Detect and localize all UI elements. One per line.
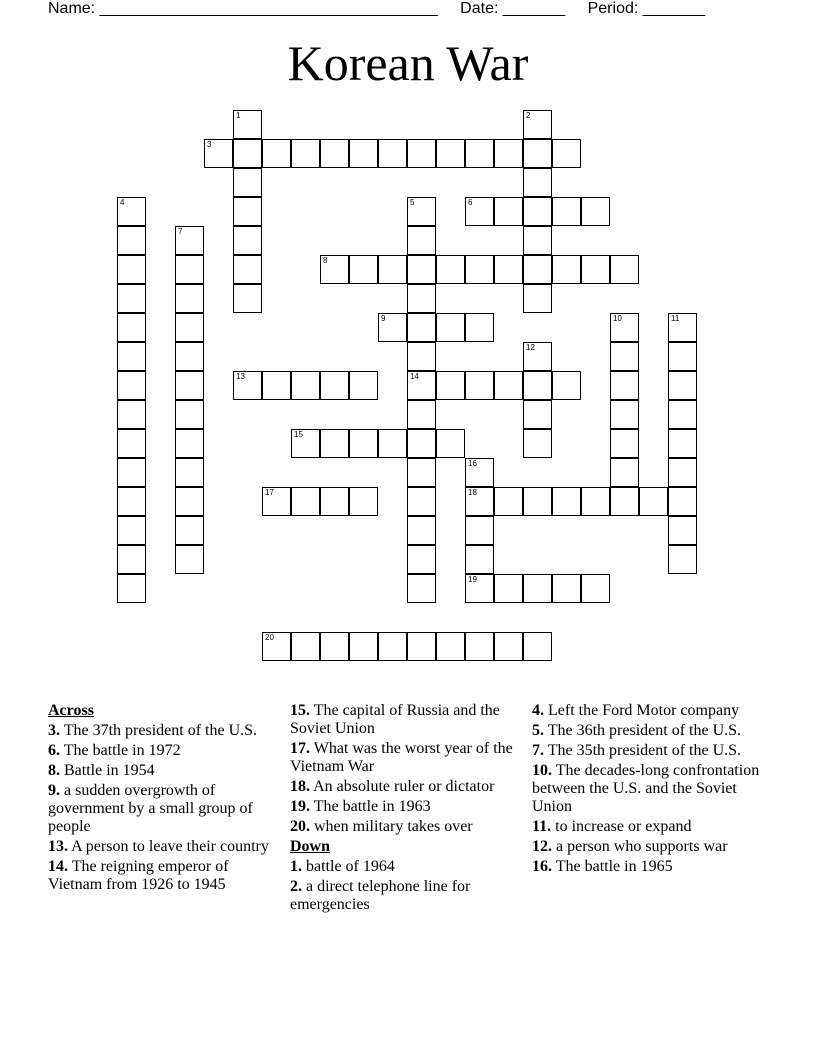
grid-cell[interactable]	[494, 574, 523, 603]
grid-cell[interactable]	[465, 574, 494, 603]
clue-number: 9	[381, 314, 386, 323]
grid-cell[interactable]	[291, 139, 320, 168]
grid-cell[interactable]	[494, 139, 523, 168]
grid-cell[interactable]	[552, 139, 581, 168]
clue-number: 13	[236, 372, 245, 381]
grid-cell[interactable]	[378, 632, 407, 661]
grid-cell[interactable]	[407, 197, 436, 226]
grid-cell[interactable]	[523, 139, 552, 168]
grid-cell[interactable]	[175, 545, 204, 574]
grid-cell[interactable]	[407, 458, 436, 487]
clue-number: 15	[294, 430, 303, 439]
grid-cell[interactable]	[552, 487, 581, 516]
clue-down-1: 1. battle of 1964	[290, 858, 395, 875]
clue-number: 20	[265, 633, 274, 642]
grid-cell[interactable]	[668, 313, 697, 342]
grid-cell[interactable]	[407, 487, 436, 516]
grid-cell[interactable]	[349, 487, 378, 516]
grid-cell[interactable]	[117, 284, 146, 313]
clue-across-18: 18. An absolute ruler or dictator	[290, 778, 495, 795]
grid-cell[interactable]	[407, 516, 436, 545]
grid-cell[interactable]	[436, 313, 465, 342]
grid-cell[interactable]	[552, 574, 581, 603]
grid-cell[interactable]	[465, 458, 494, 487]
clue-down-16: 16. The battle in 1965	[532, 858, 673, 875]
grid-cell[interactable]	[436, 255, 465, 284]
clue-number: 11	[671, 314, 680, 323]
grid-cell[interactable]	[291, 632, 320, 661]
grid-cell[interactable]	[523, 110, 552, 139]
grid-cell[interactable]	[407, 400, 436, 429]
grid-cell[interactable]	[581, 574, 610, 603]
grid-cell[interactable]	[175, 313, 204, 342]
grid-cell[interactable]	[610, 313, 639, 342]
grid-cell[interactable]	[117, 487, 146, 516]
grid-cell[interactable]	[233, 284, 262, 313]
grid-cell[interactable]	[465, 139, 494, 168]
grid-cell[interactable]	[523, 226, 552, 255]
grid-cell[interactable]	[523, 284, 552, 313]
clue-number: 10	[613, 314, 622, 323]
clue-across-8: 8. Battle in 1954	[48, 762, 155, 779]
clue-number: 5	[410, 198, 415, 207]
grid-cell[interactable]	[349, 255, 378, 284]
grid-cell[interactable]	[523, 574, 552, 603]
grid-cell[interactable]	[668, 545, 697, 574]
grid-cell[interactable]	[436, 371, 465, 400]
clue-down-5: 5. The 36th president of the U.S.	[532, 722, 742, 739]
grid-cell[interactable]	[117, 545, 146, 574]
grid-cell[interactable]	[465, 487, 494, 516]
grid-cell[interactable]	[523, 168, 552, 197]
clue-number: 4	[120, 198, 125, 207]
grid-cell[interactable]	[581, 255, 610, 284]
grid-cell[interactable]	[465, 516, 494, 545]
grid-cell[interactable]	[610, 487, 639, 516]
grid-cell[interactable]	[465, 255, 494, 284]
grid-cell[interactable]	[436, 632, 465, 661]
grid-cell[interactable]	[262, 371, 291, 400]
grid-cell[interactable]	[233, 255, 262, 284]
clue-number: 14	[410, 372, 419, 381]
grid-cell[interactable]	[291, 371, 320, 400]
grid-cell[interactable]	[494, 632, 523, 661]
grid-cell[interactable]	[610, 371, 639, 400]
clue-number: 2	[526, 111, 531, 120]
grid-cell[interactable]	[233, 197, 262, 226]
grid-cell[interactable]	[117, 226, 146, 255]
grid-cell[interactable]	[175, 255, 204, 284]
grid-cell[interactable]	[349, 429, 378, 458]
clue-across-3: 3. The 37th president of the U.S.	[48, 722, 258, 739]
grid-cell[interactable]	[117, 342, 146, 371]
grid-cell[interactable]	[320, 139, 349, 168]
grid-cell[interactable]	[465, 371, 494, 400]
page-title: Korean War	[287, 35, 529, 91]
grid-cell[interactable]	[639, 487, 668, 516]
grid-cell[interactable]	[494, 487, 523, 516]
grid-cell[interactable]	[668, 458, 697, 487]
clue-down-10: 10. The decades-long confrontation between the U.S. and the Soviet Union	[532, 762, 760, 815]
grid-cell[interactable]	[349, 139, 378, 168]
clue-number: 16	[468, 459, 477, 468]
grid-cell[interactable]	[407, 371, 436, 400]
clue-down-11: 11. to increase or expand	[532, 818, 692, 835]
grid-cell[interactable]	[465, 545, 494, 574]
clue-across-20: 20. when military takes over	[290, 818, 473, 835]
clue-down-7: 7. The 35th president of the U.S.	[532, 742, 742, 759]
clue-across-19: 19. The battle in 1963	[290, 798, 431, 815]
grid-cell[interactable]	[668, 429, 697, 458]
grid-cell[interactable]	[610, 458, 639, 487]
grid-cell[interactable]	[262, 487, 291, 516]
grid-cell[interactable]	[581, 487, 610, 516]
grid-cell[interactable]	[291, 487, 320, 516]
grid-cell[interactable]	[465, 197, 494, 226]
grid-cell[interactable]	[175, 226, 204, 255]
grid-cell[interactable]	[349, 371, 378, 400]
grid-cell[interactable]	[175, 429, 204, 458]
grid-cell[interactable]	[581, 197, 610, 226]
across-heading: Across	[48, 702, 94, 719]
grid-cell[interactable]	[552, 255, 581, 284]
clue-across-6: 6. The battle in 1972	[48, 742, 181, 759]
grid-cell[interactable]	[407, 574, 436, 603]
grid-cell[interactable]	[378, 429, 407, 458]
grid-cell[interactable]	[523, 487, 552, 516]
period-field-label: Period: _______	[587, 0, 706, 17]
grid-cell[interactable]	[407, 545, 436, 574]
grid-cell[interactable]	[407, 429, 436, 458]
grid-cell[interactable]	[117, 197, 146, 226]
clue-number: 18	[468, 488, 477, 497]
grid-cell[interactable]	[494, 197, 523, 226]
grid-cell[interactable]	[378, 255, 407, 284]
grid-cell[interactable]	[233, 110, 262, 139]
clue-down-2: 2. a direct telephone line for emergencies	[290, 878, 471, 913]
grid-cell[interactable]	[320, 255, 349, 284]
grid-cell[interactable]	[407, 342, 436, 371]
grid-cell[interactable]	[117, 429, 146, 458]
grid-cell[interactable]	[494, 371, 523, 400]
grid-cell[interactable]	[175, 516, 204, 545]
clue-across-15: 15. The capital of Russia and the Soviet Union	[290, 702, 500, 737]
grid-cell[interactable]	[668, 400, 697, 429]
grid-cell[interactable]	[610, 429, 639, 458]
clue-number: 12	[526, 343, 535, 352]
down-heading: Down	[290, 838, 331, 855]
grid-cell[interactable]	[262, 632, 291, 661]
grid-cell[interactable]	[523, 632, 552, 661]
grid-cell[interactable]	[175, 487, 204, 516]
grid-cell[interactable]	[320, 429, 349, 458]
grid-cell[interactable]	[407, 284, 436, 313]
grid-cell[interactable]	[175, 284, 204, 313]
date-field-label: Date: _______	[460, 0, 566, 17]
grid-cell[interactable]	[117, 574, 146, 603]
grid-cell[interactable]	[668, 342, 697, 371]
grid-cell[interactable]	[523, 371, 552, 400]
grid-cell[interactable]	[175, 400, 204, 429]
grid-cell[interactable]	[320, 371, 349, 400]
grid-cell[interactable]	[610, 255, 639, 284]
grid-cell[interactable]	[117, 516, 146, 545]
grid-cell[interactable]	[523, 400, 552, 429]
clue-down-4: 4. Left the Ford Motor company	[532, 702, 740, 719]
clue-across-14: 14. The reigning emperor of Vietnam from 1926 to 1945	[48, 858, 229, 893]
grid-cell[interactable]	[378, 139, 407, 168]
grid-cell[interactable]	[291, 429, 320, 458]
grid-cell[interactable]	[117, 255, 146, 284]
grid-cell[interactable]	[552, 197, 581, 226]
clue-number: 8	[323, 256, 328, 265]
name-field-label: Name: ______________________________________	[48, 0, 438, 17]
clues-column-1	[48, 702, 276, 896]
grid-cell[interactable]	[523, 255, 552, 284]
clue-number: 3	[207, 140, 212, 149]
grid-cell[interactable]	[233, 226, 262, 255]
clue-number: 17	[265, 488, 274, 497]
grid-cell[interactable]	[262, 139, 291, 168]
grid-cell[interactable]	[175, 458, 204, 487]
grid-cell[interactable]	[175, 342, 204, 371]
grid-cell[interactable]	[407, 255, 436, 284]
grid-cell[interactable]	[117, 400, 146, 429]
clues-column-2	[290, 702, 520, 916]
grid-cell[interactable]	[320, 632, 349, 661]
grid-cell[interactable]	[117, 458, 146, 487]
clue-across-13: 13. A person to leave their country	[48, 838, 269, 855]
clue-number: 6	[468, 198, 473, 207]
grid-cell[interactable]	[175, 371, 204, 400]
clue-number: 19	[468, 575, 477, 584]
grid-cell[interactable]	[668, 371, 697, 400]
grid-cell[interactable]	[552, 371, 581, 400]
clue-across-9: 9. a sudden overgrowth of government by a small group of people	[48, 782, 253, 835]
grid-cell[interactable]	[349, 632, 378, 661]
grid-cell[interactable]	[668, 516, 697, 545]
grid-cell[interactable]	[407, 313, 436, 342]
grid-cell[interactable]	[233, 371, 262, 400]
grid-cell[interactable]	[407, 226, 436, 255]
grid-cell[interactable]	[233, 168, 262, 197]
clue-down-12: 12. a person who supports war	[532, 838, 728, 855]
grid-cell[interactable]	[320, 487, 349, 516]
grid-cell[interactable]	[117, 371, 146, 400]
clues-column-3	[532, 702, 772, 878]
grid-cell[interactable]	[436, 139, 465, 168]
grid-cell[interactable]	[117, 313, 146, 342]
grid-cell[interactable]	[204, 139, 233, 168]
grid-cell[interactable]	[610, 400, 639, 429]
grid-cell[interactable]	[523, 197, 552, 226]
grid-cell[interactable]	[407, 139, 436, 168]
grid-cell[interactable]	[378, 313, 407, 342]
grid-cell[interactable]	[407, 632, 436, 661]
grid-cell[interactable]	[523, 429, 552, 458]
grid-cell[interactable]	[523, 342, 552, 371]
grid-cell[interactable]	[494, 255, 523, 284]
grid-cell[interactable]	[465, 632, 494, 661]
clue-number: 1	[236, 111, 241, 120]
grid-cell[interactable]	[610, 342, 639, 371]
clue-number: 7	[178, 227, 183, 236]
grid-cell[interactable]	[668, 487, 697, 516]
clue-across-17: 17. What was the worst year of the Vietnam War	[290, 740, 513, 775]
grid-cell[interactable]	[465, 313, 494, 342]
grid-cell[interactable]	[436, 429, 465, 458]
grid-cell[interactable]	[233, 139, 262, 168]
